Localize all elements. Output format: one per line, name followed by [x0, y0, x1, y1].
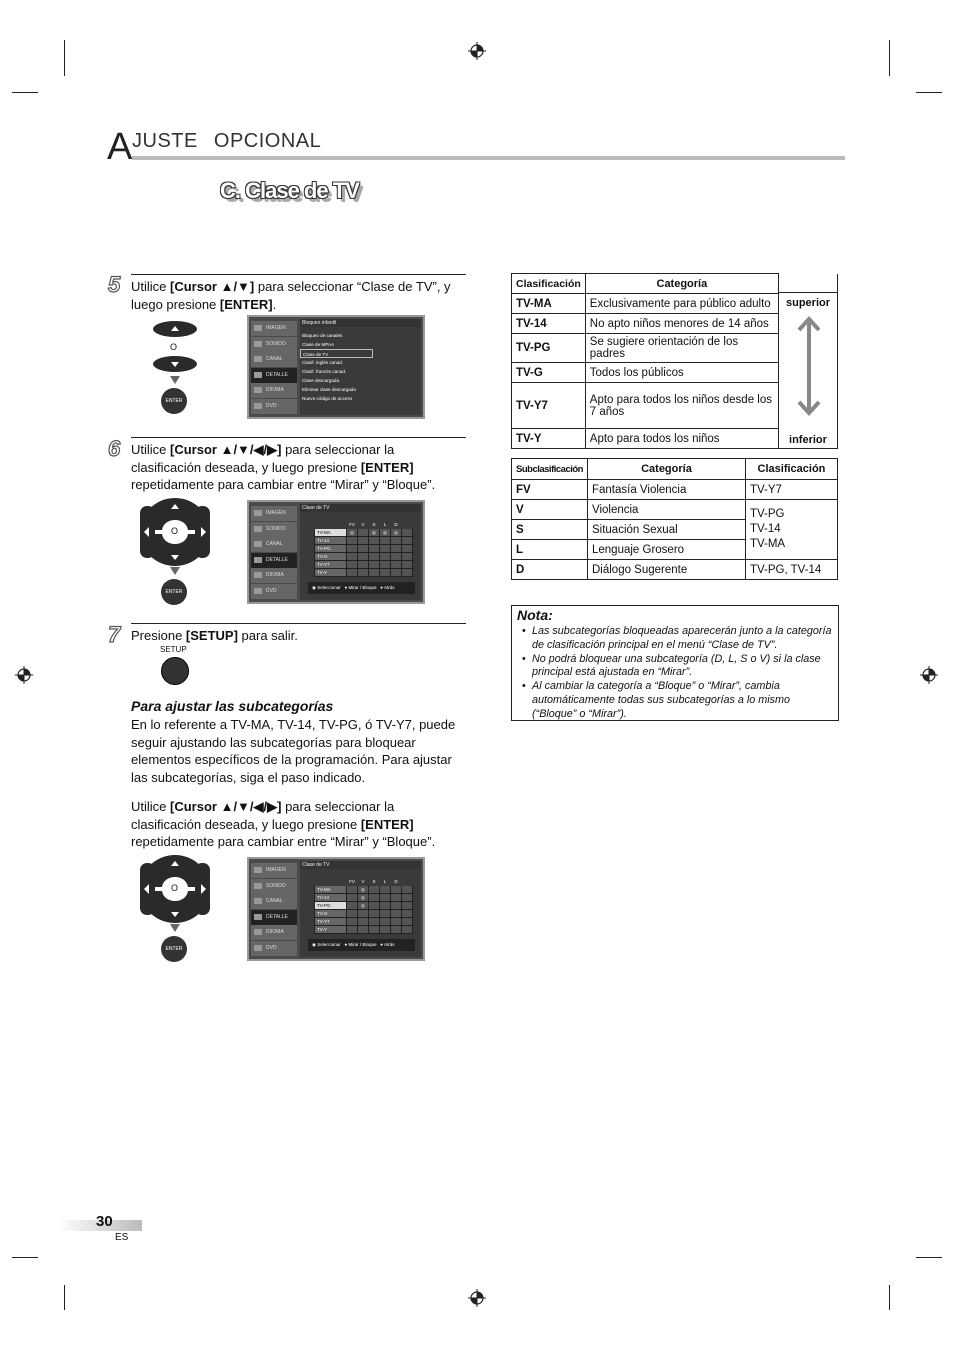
menu-panel	[300, 504, 421, 600]
menu-item-dvd: DVD	[251, 584, 297, 599]
sub-desc: Violencia	[587, 500, 745, 520]
grid-col: D	[391, 878, 402, 886]
rating-code: TV-Y7	[512, 383, 586, 429]
grid-col: D	[391, 521, 402, 529]
panel-title: Clase de TV	[300, 504, 421, 512]
menu-bottom-bar: ◉ Seleccionar ● Mirar / Bloque ● Atrás	[308, 939, 415, 951]
subrating-table	[511, 458, 838, 580]
rating-code: TV-PG	[512, 334, 586, 363]
rating-code: TV-MA	[512, 294, 586, 314]
step-number: 5	[108, 272, 121, 297]
tv-rating-menu-screen	[247, 500, 425, 604]
page-language: ES	[115, 1232, 129, 1243]
menu-sidebar	[251, 506, 297, 599]
crop-mark	[889, 1285, 890, 1310]
step-6-text: Utilice [Cursor ▲/▼/◀/▶] para seleccionar la clasificación deseada, y luego presione [ENTER] repetidamente para cambiar entre “Mirar” y “Bloque”.	[131, 442, 436, 493]
note-title: Nota:	[517, 607, 553, 623]
grid-row-label: TV-G	[315, 553, 347, 561]
sub-desc: Fantasía Violencia	[587, 480, 745, 500]
menu-panel	[300, 319, 421, 415]
step-number: 7	[108, 622, 121, 647]
registration-mark-icon	[920, 666, 938, 684]
grid-col: S	[369, 878, 380, 886]
or-label: O	[171, 883, 179, 893]
panel-item: Clasif. francés canad.	[302, 369, 347, 374]
menu-sidebar	[251, 321, 297, 414]
sub-code: FV	[512, 480, 588, 500]
note-item: • No podrá bloquear una subcategoría (D, L, S o V) si la clase principal está ajustada en “Mirar”.	[522, 653, 832, 681]
rating-desc: Se sugiere orientación de los padres	[585, 334, 778, 363]
grid-col: V	[358, 878, 369, 886]
header-rule	[132, 156, 845, 160]
panel-title: Bloqueo infantil	[300, 319, 421, 327]
panel-item: Eliminar clase descargada	[302, 387, 356, 392]
menu-bottom-bar: ◉ Seleccionar ● Mirar / Bloque ● Atrás	[308, 582, 415, 594]
menu-item-canal: CANAL	[251, 352, 297, 367]
registration-mark-icon	[468, 42, 486, 60]
menu-item-imagen: IMAGEN	[251, 321, 297, 336]
note-list	[522, 625, 838, 722]
step-divider	[131, 437, 466, 438]
note-item: • Al cambiar la categoría a “Bloque” o “Mirar”, cambia automáticamente todas sus subcategorías a lo mismo (“Bloque” o “Mirar”).	[522, 680, 832, 721]
crop-mark	[64, 1285, 65, 1310]
remote-updown	[150, 318, 200, 413]
scale-cell	[778, 274, 837, 449]
grid-row-label: TV-G	[315, 910, 347, 918]
menu-item-imagen: IMAGEN	[251, 863, 297, 878]
grid-col: L	[380, 521, 391, 529]
table-header: Clasificación	[512, 274, 586, 294]
menu-item-idioma: IDIOMA	[251, 383, 297, 398]
bar-toggle-label: Mirar / Bloque	[348, 942, 377, 947]
header-title: JUSTE OPCIONAL	[132, 130, 322, 152]
remote-dpad	[138, 853, 212, 963]
rating-code: TV-G	[512, 363, 586, 383]
menu-item-sonido: SONIDO	[251, 337, 297, 352]
section-title: C. Clase de TV	[220, 178, 359, 203]
sub-heading: Para ajustar las subcategorías	[131, 698, 334, 714]
setup-label: SETUP	[160, 645, 187, 654]
arrow-down-icon	[170, 567, 180, 575]
menu-item-sonido: SONIDO	[251, 522, 297, 537]
rating-desc: Apto para todos los niños	[585, 429, 778, 449]
panel-item-selected: Clase de TV	[300, 349, 373, 358]
enter-button: ENTER	[161, 388, 187, 414]
rating-code: TV-14	[512, 314, 586, 334]
double-arrow-icon	[797, 316, 821, 416]
menu-item-canal: CANAL	[251, 894, 297, 909]
menu-item-idioma: IDIOMA	[251, 568, 297, 583]
setup-menu-screen	[247, 315, 425, 419]
crop-mark	[64, 40, 65, 76]
grid-row-label: TV-Y7	[315, 561, 347, 569]
menu-item-detalle: DETALLE	[251, 553, 297, 568]
menu-item-detalle: DETALLE	[251, 910, 297, 925]
menu-item-sonido: SONIDO	[251, 879, 297, 894]
bar-back-label: Atrás	[383, 585, 395, 590]
note-box	[511, 605, 839, 721]
grid-row-label: TV-MA	[315, 886, 347, 894]
rating-desc: Todos los públicos	[585, 363, 778, 383]
grid-row-label: TV-14	[315, 894, 347, 902]
rating-desc: Exclusivamente para público adulto	[585, 294, 778, 314]
sub-class-item: TV-MA	[749, 538, 786, 550]
panel-item: Clase de MPAA	[302, 342, 335, 347]
panel-item: Clase descargada	[302, 378, 340, 383]
grid-col: FV	[347, 521, 358, 529]
sub-code: L	[512, 540, 588, 560]
sub-desc: Situación Sexual	[587, 520, 745, 540]
or-label: O	[171, 526, 179, 536]
table-header: Categoría	[587, 459, 745, 480]
grid-col: FV	[347, 878, 358, 886]
grid-row-label: TV-PG	[315, 902, 347, 910]
scale-top-label: superior	[785, 296, 830, 309]
page-number: 30	[96, 1213, 113, 1230]
bar-select-label: Seleccionar	[317, 942, 341, 947]
enter-button: ENTER	[161, 936, 187, 962]
menu-sidebar	[251, 863, 297, 956]
step-divider	[131, 623, 466, 624]
rating-desc: Apto para todos los niños desde los 7 años	[585, 383, 778, 429]
cursor-down-button-icon	[150, 355, 200, 375]
grid-row-label: TV-Y7	[315, 918, 347, 926]
grid-col: S	[369, 521, 380, 529]
bar-toggle-label: Mirar / Bloque	[348, 585, 377, 590]
crop-mark	[889, 40, 890, 76]
scale-bottom-label: inferior	[789, 434, 827, 446]
rating-code: TV-Y	[512, 429, 586, 449]
or-label: O	[170, 342, 178, 352]
sub-desc: Lenguaje Grosero	[587, 540, 745, 560]
sub-paragraph: En lo referente a TV-MA, TV-14, TV-PG, ó TV-Y7, puede seguir ajustando las subcategorías para bloquear elementos específicos de la programación. Para ajustar las subcategorías, siga el paso indicado.	[131, 717, 456, 785]
panel-item: Bloqueo de canales	[302, 333, 343, 338]
table-header: Clasificación	[745, 459, 837, 480]
header-initial: A	[107, 126, 133, 168]
rating-grid: FV V S L D TV-MA ◎ ◎ ◎ ◎ TV-14 TV-PG TV-G TV-Y7 TV-Y	[314, 520, 413, 577]
sub-class: TV-PG, TV-14	[745, 560, 837, 580]
grid-col: L	[380, 878, 391, 886]
table-header: Categoría	[585, 274, 778, 294]
grid-row-label: TV-Y	[315, 926, 347, 934]
crop-mark	[12, 92, 38, 93]
rating-desc: No apto niños menores de 14 años	[585, 314, 778, 334]
arrow-down-icon	[170, 376, 180, 384]
sub-desc: Diálogo Sugerente	[587, 560, 745, 580]
step-divider	[131, 274, 466, 275]
menu-item-dvd: DVD	[251, 941, 297, 956]
remote-dpad	[138, 496, 212, 606]
tv-rating-sub-menu-screen	[247, 857, 425, 961]
panel-item: Nuevo código de acceso	[302, 396, 353, 401]
registration-mark-icon	[468, 1289, 486, 1307]
crop-mark	[12, 1257, 38, 1258]
enter-button: ENTER	[161, 579, 187, 605]
step-number: 6	[108, 436, 121, 461]
menu-panel	[300, 861, 421, 957]
menu-item-imagen: IMAGEN	[251, 506, 297, 521]
grid-row-label: TV-Y	[315, 569, 347, 577]
setup-button	[161, 657, 189, 685]
sub-class: TV-Y7	[745, 480, 837, 500]
sub-class-item: TV-14	[749, 523, 781, 535]
rating-table	[511, 273, 838, 449]
cursor-up-button-icon	[150, 318, 200, 338]
step-7-text: Presione [SETUP] para salir.	[131, 628, 298, 643]
step-5-text: Utilice [Cursor ▲/▼] para seleccionar “Clase de TV”, y luego presione [ENTER].	[131, 279, 451, 312]
sub-code: D	[512, 560, 588, 580]
bar-back-label: Atrás	[383, 942, 395, 947]
grid-row-label: TV-MA	[315, 529, 347, 537]
note-item: • Las subcategorías bloqueadas aparecerán junto a la categoría de clasificación principal en el menú “Clase de TV”.	[522, 625, 832, 653]
sub-code: S	[512, 520, 588, 540]
grid-row-label: TV-PG	[315, 545, 347, 553]
menu-item-detalle: DETALLE	[251, 368, 297, 383]
panel-item: Clasif. inglés canad.	[302, 360, 344, 365]
sub-class-item: TV-PG	[749, 508, 785, 520]
grid-row-label: TV-14	[315, 537, 347, 545]
table-header: Subclasificación	[512, 459, 588, 480]
sub-code: V	[512, 500, 588, 520]
menu-item-canal: CANAL	[251, 537, 297, 552]
arrow-down-icon	[170, 924, 180, 932]
sub-class-merged	[745, 500, 837, 560]
crop-mark	[916, 1257, 942, 1258]
sub-step-text: Utilice [Cursor ▲/▼/◀/▶] para seleccionar la clasificación deseada, y luego presione [ENTER] repetidamente para cambiar entre “Mirar” y “Bloque”.	[131, 799, 436, 850]
grid-col: V	[358, 521, 369, 529]
bar-select-label: Seleccionar	[317, 585, 341, 590]
crop-mark	[916, 92, 942, 93]
panel-title: Clase de TV	[300, 861, 421, 869]
menu-item-idioma: IDIOMA	[251, 925, 297, 940]
menu-item-dvd: DVD	[251, 399, 297, 414]
rating-grid: FV V S L D TV-MA ◎ TV-14 ◎ TV-PG ◎ TV-G TV-Y7 TV-Y	[314, 877, 413, 934]
registration-mark-icon	[15, 666, 33, 684]
